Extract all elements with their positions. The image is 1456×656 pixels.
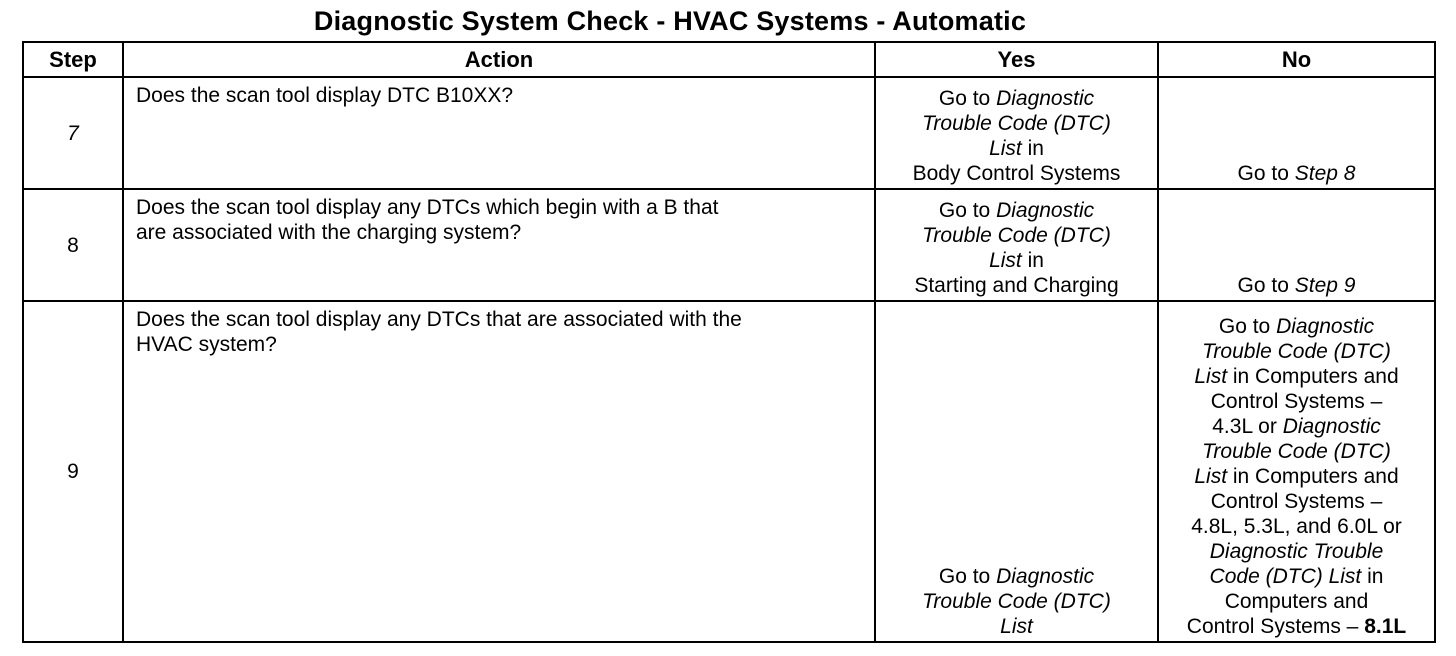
no-line: Diagnostic Trouble (1209, 540, 1384, 563)
header-no: No (1158, 42, 1435, 77)
yes-cell (875, 301, 1158, 642)
yes-line (882, 86, 1151, 111)
action-line: Does the scan tool display any DTCs which begin with a B that (136, 196, 719, 219)
action-line: are associated with the charging system? (136, 221, 522, 244)
yes-line: Starting and Charging (914, 274, 1119, 297)
no-line (1165, 161, 1428, 186)
header-step: Step (23, 42, 123, 77)
no-link-text: List (1194, 465, 1228, 488)
no-line (1165, 464, 1428, 489)
no-line (1165, 273, 1428, 298)
yes-link-text: List (989, 137, 1022, 160)
no-line: Computers and (1224, 590, 1369, 613)
no-text: in (1361, 565, 1384, 588)
yes-text: Go to (938, 565, 997, 588)
yes-line (882, 136, 1151, 161)
no-line (1165, 414, 1428, 439)
no-link-text: Step 9 (1294, 274, 1356, 297)
no-link-text: Code (DTC) List (1209, 565, 1362, 588)
yes-line: Trouble Code (DTC) (922, 224, 1111, 247)
yes-line: Body Control Systems (912, 162, 1121, 185)
no-cell (1158, 301, 1435, 642)
yes-line: Trouble Code (DTC) (922, 590, 1111, 613)
yes-text: Go to (938, 87, 997, 110)
header-yes: Yes (875, 42, 1158, 77)
yes-text: Go to (938, 199, 997, 222)
no-line: Control Systems – (1210, 490, 1383, 513)
no-bold-text: 8.1L (1364, 615, 1407, 638)
yes-text: in (1021, 137, 1044, 160)
no-link-text: Step 8 (1294, 162, 1356, 185)
no-text: Go to (1218, 315, 1277, 338)
page-title: Diagnostic System Check - HVAC Systems - Automatic (313, 6, 1027, 36)
yes-line (882, 248, 1151, 273)
no-line (1165, 314, 1428, 339)
step-number: 8 (23, 189, 123, 301)
no-text: Go to (1237, 274, 1295, 297)
no-line: Control Systems – (1210, 390, 1383, 413)
yes-line (882, 198, 1151, 223)
yes-cell (875, 77, 1158, 189)
yes-link-text: Diagnostic (996, 199, 1095, 222)
no-line (1165, 564, 1428, 589)
no-line (1165, 364, 1428, 389)
no-text: 4.3L or (1212, 415, 1283, 438)
no-text: Go to (1237, 162, 1295, 185)
no-text: in Computers and (1227, 465, 1399, 488)
action-text (123, 301, 875, 642)
no-text: Control Systems – (1186, 615, 1365, 638)
no-link-text: Diagnostic (1276, 315, 1375, 338)
step-number: 7 (23, 77, 123, 189)
step-number: 9 (23, 301, 123, 642)
yes-line: List (1000, 615, 1033, 638)
no-line: Trouble Code (DTC) (1202, 440, 1391, 463)
no-link-text: List (1194, 365, 1228, 388)
yes-link-text: List (989, 249, 1022, 272)
yes-line (882, 564, 1151, 589)
diagnostic-table (22, 41, 1436, 643)
action-line: Does the scan tool display any DTCs that are associated with the (136, 308, 742, 331)
yes-text: in (1021, 249, 1044, 272)
yes-link-text: Diagnostic (996, 87, 1095, 110)
no-text: in Computers and (1227, 365, 1399, 388)
no-cell (1158, 189, 1435, 301)
table-row (23, 189, 1435, 301)
header-action: Action (123, 42, 875, 77)
header-row (23, 42, 1435, 77)
yes-line: Trouble Code (DTC) (922, 112, 1111, 135)
no-line (1165, 614, 1428, 639)
yes-link-text: Diagnostic (996, 565, 1095, 588)
table-row (23, 77, 1435, 189)
no-cell (1158, 77, 1435, 189)
no-line: 4.8L, 5.3L, and 6.0L or (1191, 515, 1402, 538)
yes-cell (875, 189, 1158, 301)
table-row (23, 301, 1435, 642)
no-link-text: Diagnostic (1282, 415, 1381, 438)
action-line: HVAC system? (136, 333, 277, 356)
action-line: Does the scan tool display DTC B10XX? (136, 84, 514, 107)
action-text (123, 77, 875, 189)
no-line: Trouble Code (DTC) (1202, 340, 1391, 363)
action-text (123, 189, 875, 301)
